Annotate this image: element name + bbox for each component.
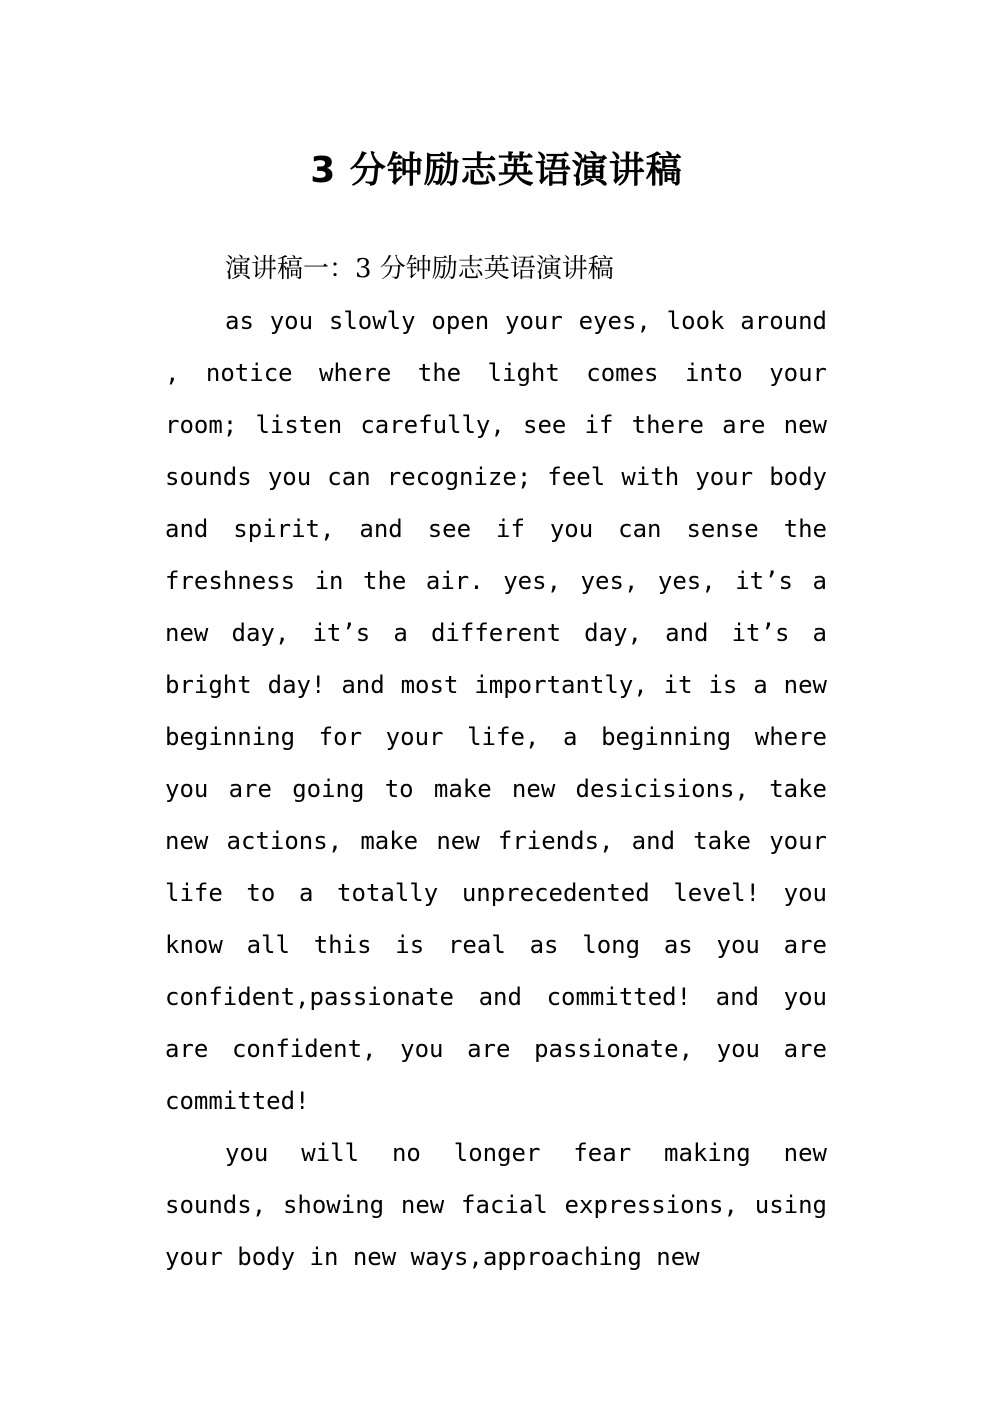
paragraph-1: as you slowly open your eyes, look around , notice where the light comes into your room; listen carefully, see if there are new sounds you can recognize; feel with your body and spirit, and see if you can sense the freshness in the air. yes, yes, yes, it’s a new day, it’s a different day, and it’s a bright day! and most importantly, it is a new beginning for your life, a beginning where you are going to make new desicisions, take new actions, make new friends, and take your life to a totally unprecedented level! you know all this is real as long as you are confident,passionate and committed! and you are confident, you are passionate, you are committed! [165,307,827,1115]
paragraph-2: you will no longer fear making new sounds, showing new facial expressions, using your body in new ways,approaching new [165,1139,827,1271]
document-title: 3 分钟励志英语演讲稿 [310,150,683,192]
document-body [165,243,827,1283]
speech-subtitle: 演讲稿一：3 分钟励志英语演讲稿 [225,254,614,284]
